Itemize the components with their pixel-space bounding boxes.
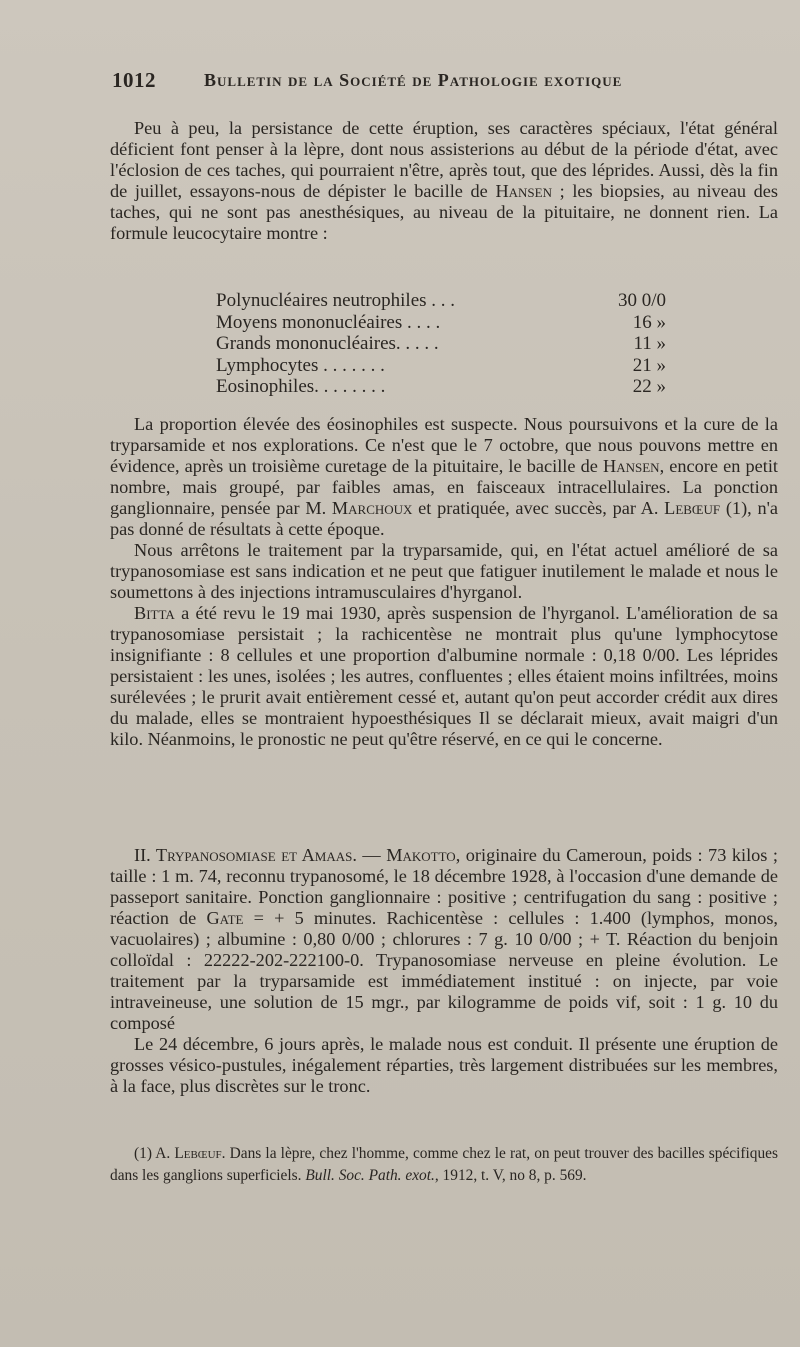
cell-value: 30 0/0: [617, 290, 666, 311]
text-run: La proportion élevée des éosinophiles est suspecte. Nous poursuivons et la cure de la tryparsamide et nos explorations. Ce n'est que le 7 octobre, que nous pouvons mettre en évidence, après un troisième curetage de la pituitaire, le bacille de: [110, 414, 778, 476]
cell-label: Lymphocytes . . . . . . .: [216, 354, 385, 376]
text-run: a été revu le 19 mai 1930, après suspension de l'hyrganol. L'amélioration de sa trypanosomiase persistait ; la rachicentèse ne montrait plus qu'une lymphocytose insignifiante : 8 cellules et une proportion d'albumine normale : 0,18 0/00. Les léprides persistaient : les unes, isolées ; les autres, confluentes ; elles étaient moins infiltrées, moins surélevées ; le prurit avait entièrement cessé et, autant qu'on peut accorder crédit aux dires du malade, elles se montraient hypoesthésiques Il se déclarait mieux, avait maigri d'un kilo. Néanmoins, le pronostic ne peut qu'être réservé, en ce qui le concerne.: [110, 603, 778, 749]
text-run: = + 5 minutes. Rachicentèse : cellules : 1.400 (lymphos, monos, vacuolaires) ; albumine : 0,80 0/00 ; chlorures : 7 g. 10 0/00 ; + T. Réaction du benjoin colloïdal : 22222-202-222100-0. Trypanosomiase nerveuse en pleine évolution. Le traitement par la tryparsamide est immédiatement institué : on injecte, par voie intraveineuse, une solution de 15 mgr., par kilogramme de poids vif, soit : 1 g. 10 du composé: [110, 908, 778, 1033]
cell-label: Polynucléaires neutrophiles . . .: [216, 290, 456, 311]
text-run: , originaire du Cameroun, poids : 73 kilos ; taille : 1 m. 74, reconnu trypanosomé, le 18 décembre 1928, à l'occasion d'une demande de passeport sanitaire. Ponction ganglionnaire : positive ; centrifugation du sang : positive ; réaction de: [110, 845, 778, 928]
page-header: [112, 68, 672, 98]
paragraph-3: Nous arrêtons le traitement par la tryparsamide, qui, en l'état actuel amélioré de sa trypanosomiase est sans indication et ne peut que fatiguer inutilement le malade et nous le soumettons à des injections intramusculaires d'hyrganol.: [110, 540, 778, 602]
paragraph-6: Le 24 décembre, 6 jours après, le malade nous est conduit. Il présente une éruption de grosses vésico-pustules, inégalement réparties, très largement distribuées sur les membres, à la face, plus discrètes sur le tronc.: [110, 1034, 778, 1096]
section-heading: II. Trypanosomiase et Amaas.: [134, 845, 357, 865]
author-name: Hansen: [603, 456, 660, 476]
author-name: Gate: [206, 908, 244, 928]
leucocyte-formula-table: [216, 290, 666, 398]
text-run: —: [356, 845, 387, 865]
text-run: (1) A.: [134, 1145, 175, 1162]
journal-title: Bull. Soc. Path. exot.: [305, 1167, 435, 1184]
table-row: [216, 312, 666, 334]
cell-value: 11 »: [633, 333, 666, 354]
table-row: [216, 333, 666, 355]
paragraph-2: [110, 414, 778, 540]
cell-label: Eosinophiles. . . . . . . .: [216, 376, 386, 397]
text-run: , 1912, t. V, no 8, p. 569.: [434, 1167, 587, 1184]
patient-name: Makotto: [386, 845, 456, 865]
paragraph-5: [110, 845, 778, 1034]
table-row: [216, 290, 666, 312]
text-run: . Dans la lèpre, chez l'homme, comme chez le rat, on peut trouver des bacilles spécifiques dans les ganglions superficiels.: [110, 1145, 778, 1184]
text-run: ; les biopsies, au niveau des taches, qui ne sont pas anesthésiques, au niveau de la pituitaire, ne donnent rien. La formule leucocytaire montre :: [110, 181, 779, 243]
text-run: , encore en petit nombre, mais groupé, par faibles amas, en faisceaux intracellulaires. La ponction ganglionnaire, pensée par M.: [110, 456, 779, 518]
cell-value: 16 »: [632, 311, 666, 333]
text-block-3: [110, 845, 778, 1097]
cell-label: Moyens mononucléaires . . . .: [216, 311, 441, 333]
author-name: Lebœuf: [174, 1145, 222, 1162]
text-run: (1), n'a pas donné de résultats à cette époque.: [110, 498, 779, 539]
text-run: Peu à peu, la persistance de cette éruption, ses caractères spéciaux, l'état général déficient font penser à la lèpre, dont nous assisterions au début de la période d'état, avec l'éclosion de ces taches, qui pourraient n'être, après tout, que des léprides. Aussi, dès la fin de juillet, essayons-nous de dépister le bacille de: [110, 118, 778, 201]
footnote: [110, 1143, 778, 1187]
author-name: Marchoux: [331, 498, 413, 518]
author-name: Lebœuf: [664, 498, 721, 518]
footnote-text: [110, 1143, 778, 1187]
cell-value: 21 »: [632, 354, 666, 376]
text-block-2: [110, 414, 778, 750]
text-block-1: [110, 118, 778, 244]
paragraph-1: [110, 118, 778, 244]
cell-label: Grands mononucléaires. . . . .: [216, 333, 439, 354]
running-title: Bulletin de la Société de Pathologie exotique: [204, 70, 623, 90]
paragraph-4: [110, 603, 778, 750]
patient-name: Bitta: [134, 603, 175, 623]
cell-value: 22 »: [632, 376, 666, 397]
table-row: [216, 376, 666, 398]
table-row: [216, 355, 666, 377]
page-number: 1012: [112, 68, 156, 92]
text-run: et pratiquée, avec succès, par A.: [412, 498, 665, 518]
author-name: Hansen: [495, 181, 552, 201]
